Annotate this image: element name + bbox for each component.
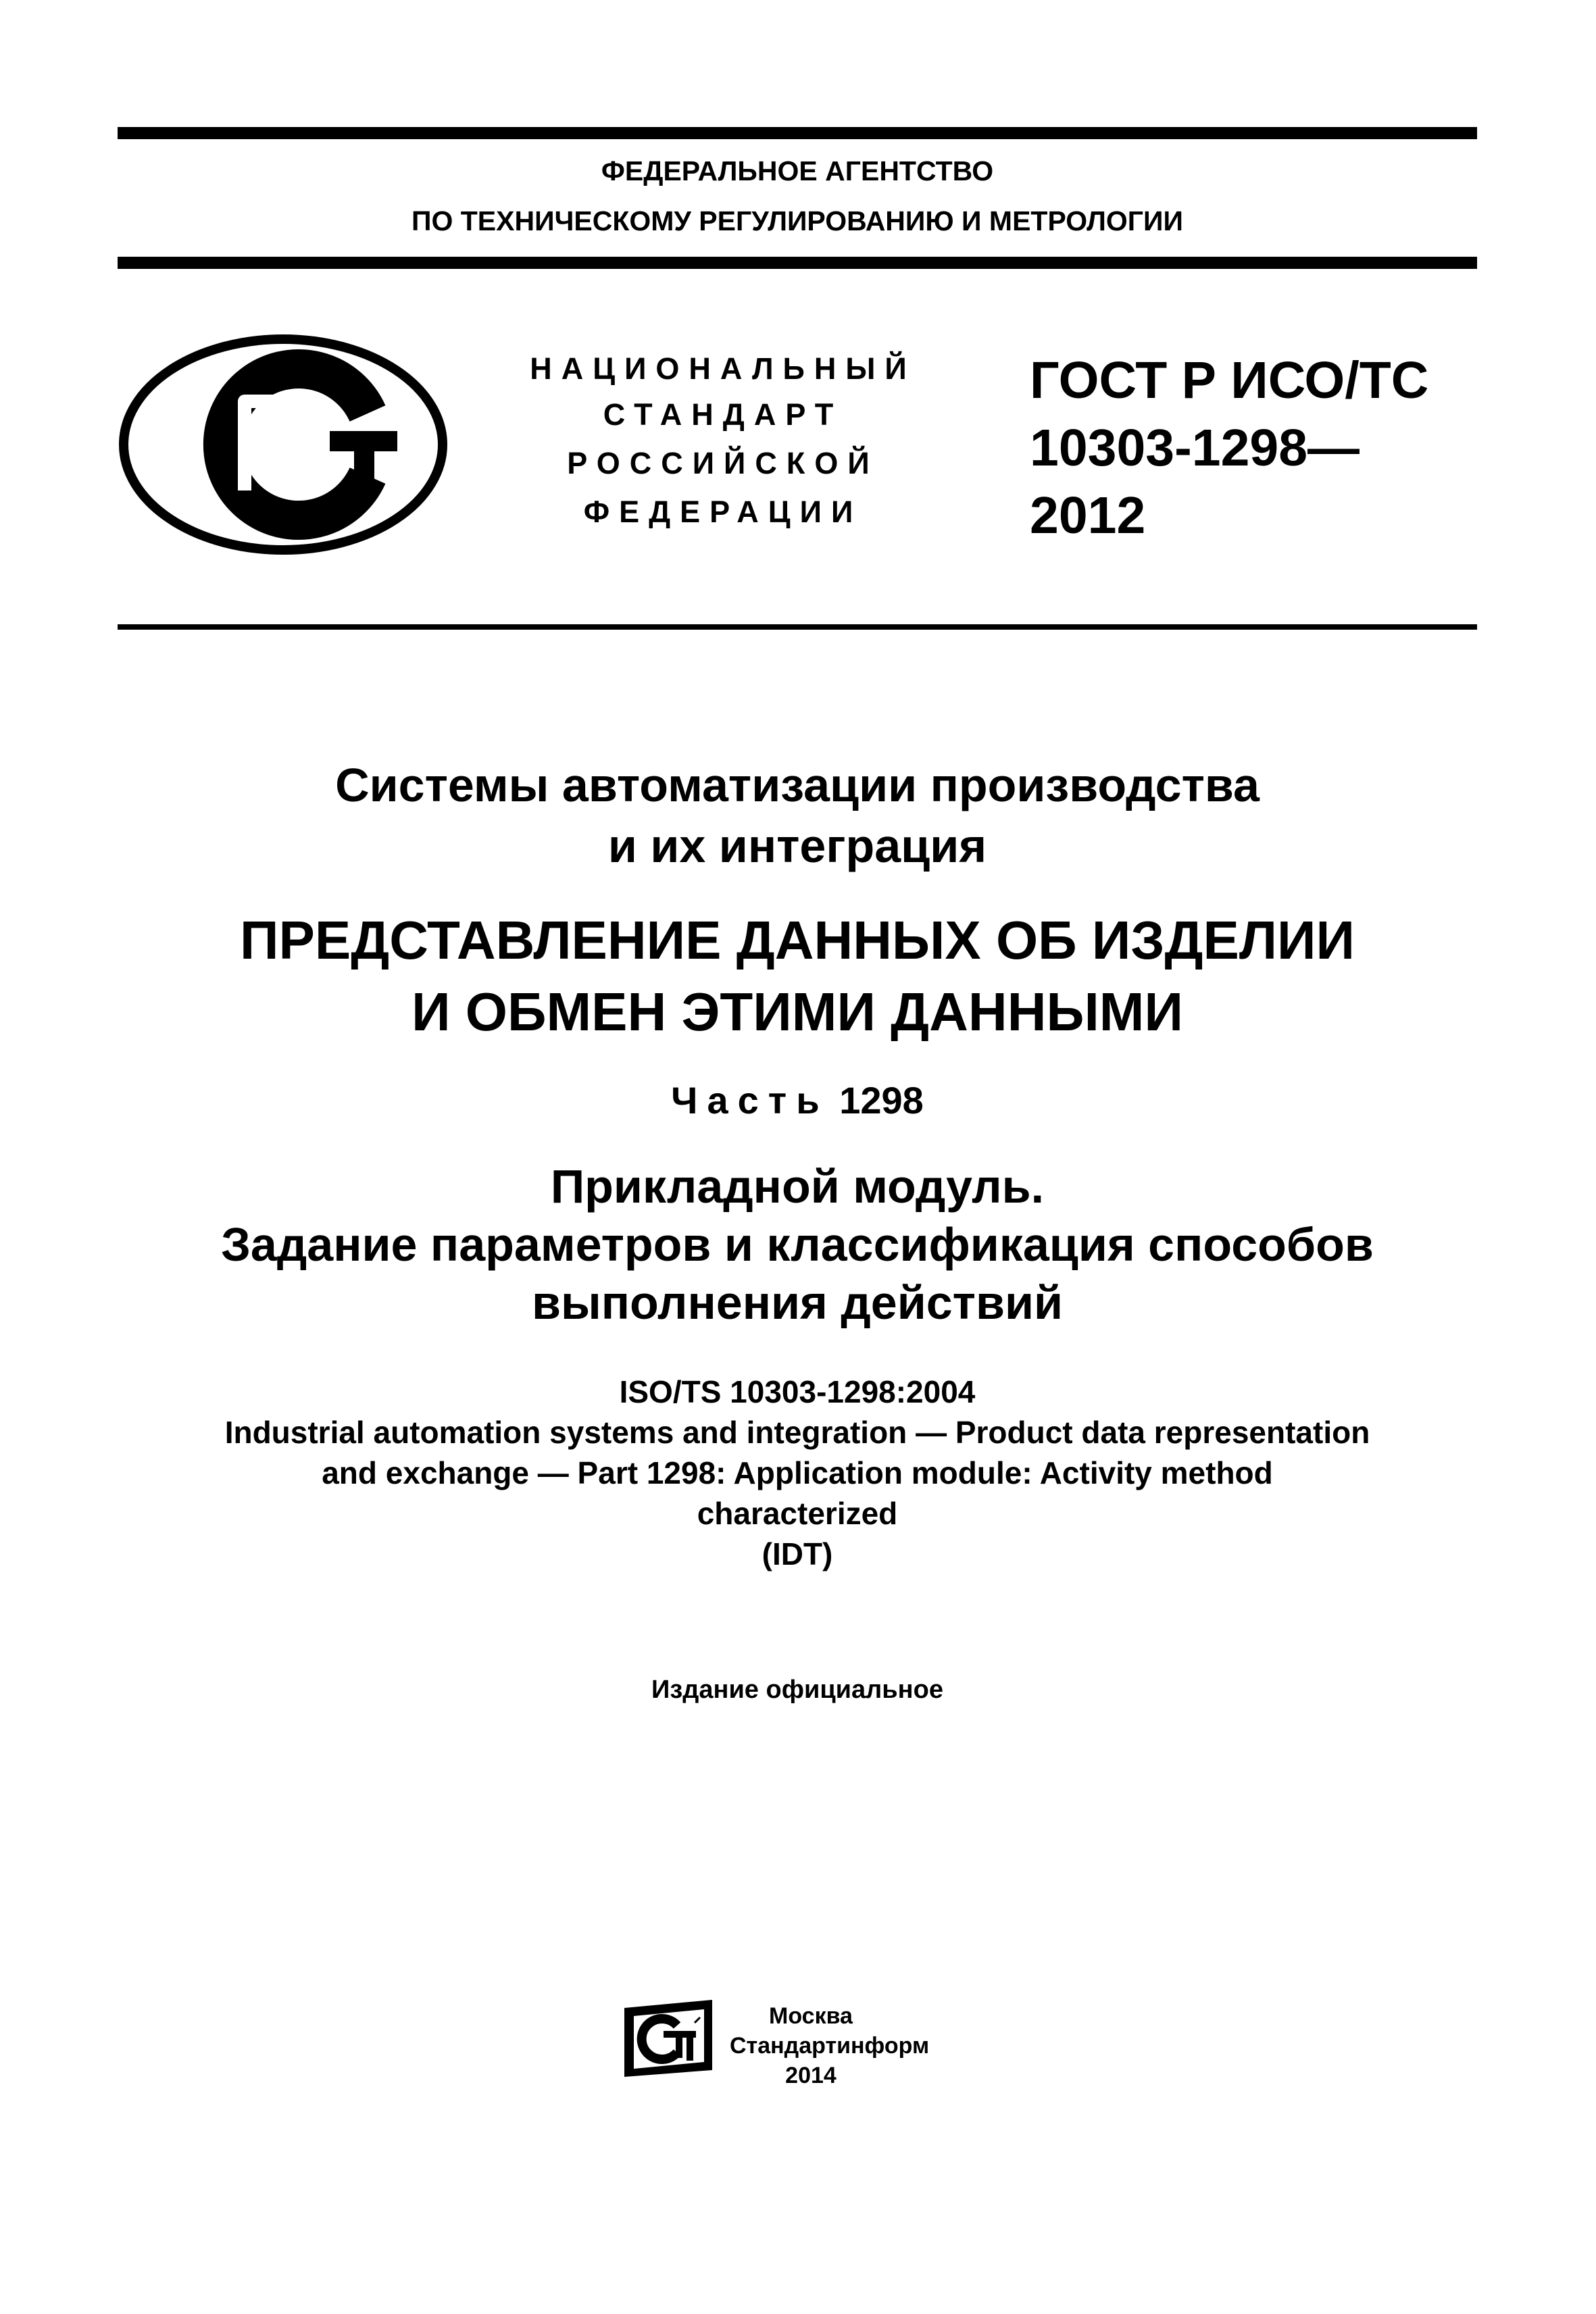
part-word: Часть [671,1079,829,1122]
agency-line-2: ПО ТЕХНИЧЕСКОМУ РЕГУЛИРОВАНИЮ И МЕТРОЛОГИИ [412,205,1183,236]
subtitle-line-1: Прикладной модуль. [550,1160,1045,1213]
header-bottom-rule [118,257,1477,269]
agency-line-1: ФЕДЕРАЛЬНОЕ АГЕНТСТВО [601,155,994,186]
rst-certification-mark-icon [116,331,450,558]
iso-title-line-2: and exchange — Part 1298: Application module: Activity method [322,1455,1273,1490]
standartinform-logo-icon [619,1998,718,2078]
subtitle-line-2: Задание параметров и классификация способов [221,1218,1374,1271]
section-rule [118,624,1477,630]
edition-note: Издание официальное [651,1676,943,1704]
national-standard-line-4: ФЕДЕРАЦИИ [583,495,863,529]
top-rule [118,127,1477,139]
series-title-line-1: Системы автоматизации производства [335,759,1260,811]
iso-title-line-1: Industrial automation systems and integration — Product data representation [224,1415,1370,1450]
main-title-line-2: И ОБМЕН ЭТИМИ ДАННЫМИ [412,982,1183,1042]
iso-code: ISO/TS 10303-1298:2004 [619,1374,976,1409]
part-number: 1298 [839,1079,924,1122]
gost-designation-line-3: 2012 [1030,486,1146,545]
main-title-line-1: ПРЕДСТАВЛЕНИЕ ДАННЫХ ОБ ИЗДЕЛИИ [240,910,1355,970]
part-heading [118,1077,1477,1124]
national-standard-line-3: РОССИЙСКОЙ [567,446,879,480]
publisher-year: 2014 [785,2063,837,2088]
publisher-name: Стандартинформ [730,2033,930,2059]
iso-idt: (IDT) [762,1536,833,1571]
national-standard-line-1: НАЦИОНАЛЬНЫЙ [530,351,916,386]
gost-designation-line-1: ГОСТ Р ИСО/ТС [1030,351,1429,409]
national-standard-line-2: СТАНДАРТ [603,397,843,432]
iso-title-line-3: characterized [697,1496,898,1531]
series-title-line-2: и их интеграция [607,820,987,872]
publisher-city: Москва [769,2003,853,2029]
subtitle-line-3: выполнения действий [531,1276,1064,1329]
gost-designation-line-2: 10303-1298— [1030,419,1360,477]
